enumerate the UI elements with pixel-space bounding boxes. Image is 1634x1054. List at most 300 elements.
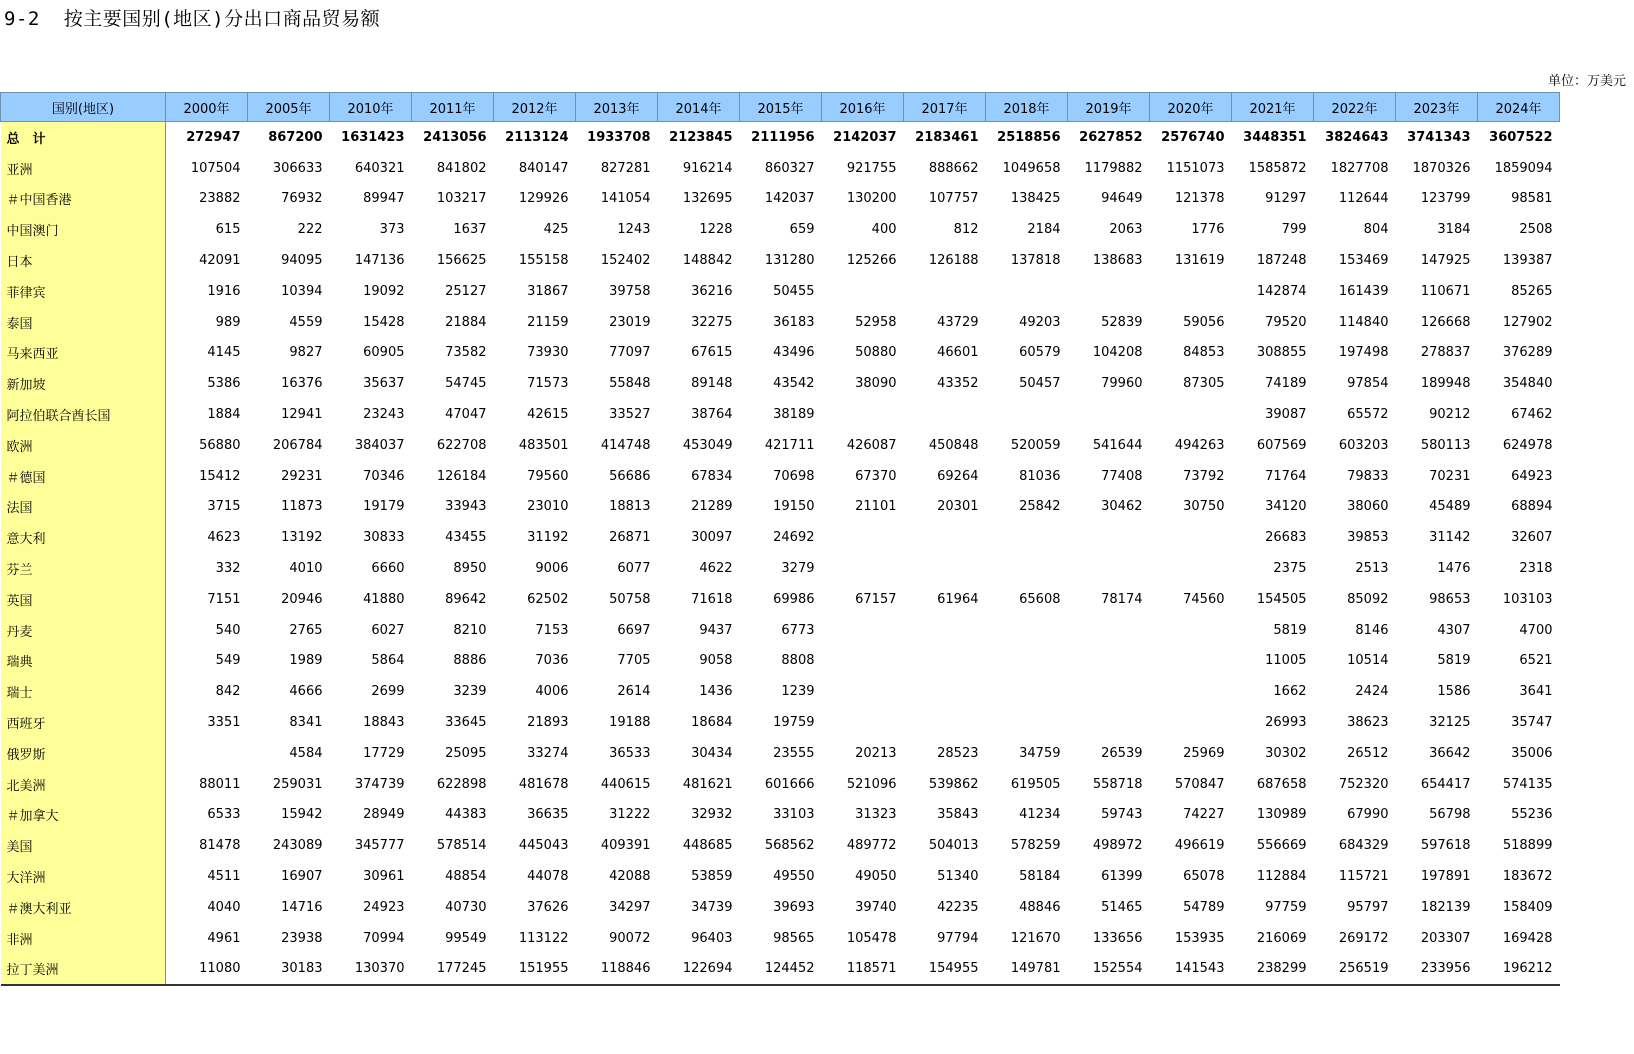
value-cell: 578514: [436, 838, 487, 854]
unit-label: 单位：万美元: [1547, 74, 1626, 89]
value-cell: 169428: [1502, 930, 1553, 946]
value-cell: 26539: [1101, 745, 1143, 761]
value-cell: 141054: [600, 191, 651, 207]
value-cell: [1068, 553, 1150, 584]
value-cell: 38623: [1347, 715, 1389, 731]
value-cell: 684329: [1338, 838, 1389, 854]
value-cell: 2576740: [1161, 129, 1225, 145]
value-cell: 32932: [691, 807, 733, 823]
row-label: 法国: [1, 492, 166, 523]
value-cell: 21893: [527, 715, 569, 731]
value-cell: 90212: [1429, 407, 1471, 423]
value-cell: 73930: [527, 345, 569, 361]
value-cell: 4006: [535, 684, 569, 700]
value-cell: 1827708: [1330, 160, 1389, 176]
value-cell: 48846: [1019, 899, 1061, 915]
value-cell: 31192: [527, 530, 569, 546]
value-cell: 425: [543, 222, 569, 238]
value-cell: 71618: [691, 591, 733, 607]
row-label: 拉丁美洲: [1, 954, 166, 986]
value-cell: 123799: [1420, 191, 1471, 207]
value-cell: 35747: [1511, 715, 1553, 731]
value-cell: 7705: [617, 653, 651, 669]
row-label: 马来西亚: [1, 338, 166, 369]
value-cell: 31222: [609, 807, 651, 823]
value-cell: 827281: [600, 160, 651, 176]
value-cell: [1068, 615, 1150, 646]
value-cell: 62502: [527, 591, 569, 607]
value-cell: 65608: [1019, 591, 1061, 607]
value-cell: 98565: [773, 930, 815, 946]
value-cell: 130370: [330, 954, 412, 986]
value-cell: 2123845: [669, 129, 733, 145]
value-cell: 24923: [363, 899, 405, 915]
value-cell: 32275: [691, 314, 733, 330]
value-cell: 450848: [928, 437, 979, 453]
value-cell: 78174: [1101, 591, 1143, 607]
value-cell: 67462: [1511, 407, 1553, 423]
year-header: 2024年: [1478, 93, 1560, 122]
row-label: 日本: [1, 245, 166, 276]
value-cell: 70698: [773, 468, 815, 484]
value-cell: 28949: [363, 807, 405, 823]
table-row: [1, 153, 1560, 184]
value-cell: 2413056: [423, 129, 487, 145]
value-cell: 26871: [609, 530, 651, 546]
value-cell: [1150, 676, 1232, 707]
value-cell: 1631423: [341, 129, 405, 145]
value-cell: 11005: [1265, 653, 1307, 669]
value-cell: 87305: [1183, 376, 1225, 392]
value-cell: 414748: [600, 437, 651, 453]
value-cell: 453049: [682, 437, 733, 453]
value-cell: 138425: [1010, 191, 1061, 207]
row-label: ＃德国: [1, 461, 166, 492]
value-cell: 1049658: [1002, 160, 1061, 176]
value-cell: 39853: [1347, 530, 1389, 546]
value-cell: 103103: [1502, 591, 1553, 607]
value-cell: 31867: [527, 283, 569, 299]
value-cell: 129926: [518, 191, 569, 207]
value-cell: [822, 276, 904, 307]
value-cell: 24692: [773, 530, 815, 546]
value-cell: [1150, 399, 1232, 430]
year-header: 2016年: [822, 93, 904, 122]
value-cell: 73582: [445, 345, 487, 361]
year-header: 2005年: [248, 93, 330, 122]
value-cell: 3641: [1519, 684, 1553, 700]
value-cell: 384037: [354, 437, 405, 453]
value-cell: 2765: [289, 622, 323, 638]
value-cell: 37626: [527, 899, 569, 915]
table-row: [1, 184, 1560, 215]
table-row: [1, 646, 1560, 677]
value-cell: 28523: [937, 745, 979, 761]
value-cell: 4145: [207, 345, 241, 361]
value-cell: 4307: [1437, 622, 1471, 638]
value-cell: 61399: [1101, 869, 1143, 885]
value-cell: 153935: [1174, 930, 1225, 946]
table-row: [1, 615, 1560, 646]
value-cell: 659: [789, 222, 815, 238]
value-cell: 21884: [445, 314, 487, 330]
value-cell: 55848: [609, 376, 651, 392]
value-cell: 77097: [609, 345, 651, 361]
value-cell: 376289: [1502, 345, 1553, 361]
value-cell: 23019: [609, 314, 651, 330]
value-cell: 1239: [781, 684, 815, 700]
value-cell: 25842: [1019, 499, 1061, 515]
value-cell: 7036: [535, 653, 569, 669]
row-label: 丹麦: [1, 615, 166, 646]
value-cell: 622898: [436, 776, 487, 792]
value-cell: 4559: [289, 314, 323, 330]
value-cell: 33645: [445, 715, 487, 731]
value-cell: 373: [379, 222, 405, 238]
value-cell: 448685: [682, 838, 733, 854]
value-cell: 518899: [1502, 838, 1553, 854]
value-cell: 12941: [281, 407, 323, 423]
value-cell: 84853: [1183, 345, 1225, 361]
year-header: 2011年: [412, 93, 494, 122]
value-cell: 36533: [609, 745, 651, 761]
value-cell: 43729: [937, 314, 979, 330]
value-cell: [822, 615, 904, 646]
year-header: 2017年: [904, 93, 986, 122]
year-header: 2015年: [740, 93, 822, 122]
value-cell: 121378: [1174, 191, 1225, 207]
value-cell: 126184: [436, 468, 487, 484]
value-cell: 1916: [207, 283, 241, 299]
value-cell: 110671: [1420, 283, 1471, 299]
value-cell: 30961: [363, 869, 405, 885]
value-cell: 33943: [445, 499, 487, 515]
value-cell: 812: [953, 222, 979, 238]
value-cell: 90072: [609, 930, 651, 946]
value-cell: 55236: [1511, 807, 1553, 823]
value-cell: 115721: [1338, 869, 1389, 885]
value-cell: 97794: [937, 930, 979, 946]
value-cell: 9827: [289, 345, 323, 361]
value-cell: 989: [215, 314, 241, 330]
value-cell: 6533: [207, 807, 241, 823]
value-cell: 105478: [846, 930, 897, 946]
value-cell: 197498: [1338, 345, 1389, 361]
value-cell: 44383: [445, 807, 487, 823]
value-cell: 26683: [1265, 530, 1307, 546]
value-cell: 9058: [699, 653, 733, 669]
value-cell: 112884: [1256, 869, 1307, 885]
value-cell: 153469: [1338, 253, 1389, 269]
value-cell: 26993: [1265, 715, 1307, 731]
value-cell: 30833: [363, 530, 405, 546]
value-cell: 36635: [527, 807, 569, 823]
value-cell: 19150: [773, 499, 815, 515]
value-cell: 2183461: [915, 129, 979, 145]
value-cell: 152554: [1068, 954, 1150, 986]
value-cell: 76932: [281, 191, 323, 207]
value-cell: 842: [215, 684, 241, 700]
value-cell: 81036: [1019, 468, 1061, 484]
value-cell: 74560: [1183, 591, 1225, 607]
value-cell: [904, 676, 986, 707]
value-cell: 35006: [1511, 745, 1553, 761]
table-row: [1, 954, 1560, 986]
value-cell: 222: [297, 222, 323, 238]
value-cell: [1068, 676, 1150, 707]
value-cell: 520059: [1010, 437, 1061, 453]
year-header: 2018年: [986, 93, 1068, 122]
value-cell: 206784: [272, 437, 323, 453]
value-cell: 94649: [1101, 191, 1143, 207]
year-header: 2012年: [494, 93, 576, 122]
value-cell: 580113: [1420, 437, 1471, 453]
row-label: 瑞士: [1, 676, 166, 707]
value-cell: 259031: [272, 776, 323, 792]
value-cell: 38764: [691, 407, 733, 423]
value-cell: 3239: [453, 684, 487, 700]
value-cell: 156625: [436, 253, 487, 269]
value-cell: 56880: [199, 437, 241, 453]
row-label: 瑞典: [1, 646, 166, 677]
value-cell: 30434: [691, 745, 733, 761]
value-cell: 197891: [1420, 869, 1471, 885]
value-cell: 440615: [600, 776, 651, 792]
value-cell: 70346: [363, 468, 405, 484]
value-cell: 3715: [207, 499, 241, 515]
value-cell: 58184: [1019, 869, 1061, 885]
value-cell: 752320: [1338, 776, 1389, 792]
value-cell: 1243: [617, 222, 651, 238]
value-cell: 615: [215, 222, 241, 238]
value-cell: 107757: [928, 191, 979, 207]
value-cell: [904, 646, 986, 677]
value-cell: 243089: [272, 838, 323, 854]
value-cell: 278837: [1420, 345, 1471, 361]
value-cell: 133656: [1092, 930, 1143, 946]
value-cell: 25969: [1183, 745, 1225, 761]
value-cell: 1870326: [1412, 160, 1471, 176]
value-cell: [986, 707, 1068, 738]
value-cell: 147925: [1420, 253, 1471, 269]
value-cell: 85265: [1511, 283, 1553, 299]
value-cell: 2614: [617, 684, 651, 700]
value-cell: 52839: [1101, 314, 1143, 330]
value-cell: 73792: [1183, 468, 1225, 484]
value-cell: 79960: [1101, 376, 1143, 392]
value-cell: 421711: [764, 437, 815, 453]
value-cell: [822, 646, 904, 677]
value-cell: 445043: [518, 838, 569, 854]
value-cell: 4666: [289, 684, 323, 700]
value-cell: 51340: [937, 869, 979, 885]
value-cell: 127902: [1502, 314, 1553, 330]
value-cell: 10394: [281, 283, 323, 299]
value-cell: 46601: [937, 345, 979, 361]
table-row: [1, 892, 1560, 923]
value-cell: 196212: [1478, 954, 1560, 986]
table-row: [1, 676, 1560, 707]
value-cell: 8210: [453, 622, 487, 638]
header-row: [1, 93, 1560, 122]
value-cell: 597618: [1420, 838, 1471, 854]
value-cell: 481678: [518, 776, 569, 792]
value-cell: 867200: [268, 129, 323, 145]
table-row: [1, 830, 1560, 861]
row-label: 泰国: [1, 307, 166, 338]
value-cell: 494263: [1174, 437, 1225, 453]
value-cell: 640321: [354, 160, 405, 176]
value-cell: 139387: [1502, 253, 1553, 269]
value-cell: 130200: [846, 191, 897, 207]
value-cell: 151955: [494, 954, 576, 986]
value-cell: 43542: [773, 376, 815, 392]
value-cell: 41880: [363, 591, 405, 607]
value-cell: [822, 522, 904, 553]
table-row: [1, 584, 1560, 615]
table-row: [1, 492, 1560, 523]
value-cell: 68894: [1511, 499, 1553, 515]
value-cell: 306633: [272, 160, 323, 176]
row-label: 大洋洲: [1, 861, 166, 892]
value-cell: 42235: [937, 899, 979, 915]
value-cell: 256519: [1314, 954, 1396, 986]
value-cell: 13192: [281, 530, 323, 546]
row-label: ＃加拿大: [1, 800, 166, 831]
year-header: 2010年: [330, 93, 412, 122]
value-cell: 238299: [1232, 954, 1314, 986]
value-cell: 541644: [1092, 437, 1143, 453]
value-cell: 11080: [166, 954, 248, 986]
value-cell: 41234: [1019, 807, 1061, 823]
value-cell: 69986: [773, 591, 815, 607]
value-cell: [822, 399, 904, 430]
table-row: [1, 769, 1560, 800]
value-cell: 31142: [1429, 530, 1471, 546]
value-cell: 38189: [773, 407, 815, 423]
value-cell: 269172: [1338, 930, 1389, 946]
value-cell: 177245: [412, 954, 494, 986]
value-cell: 1933708: [587, 129, 651, 145]
value-cell: 17729: [363, 745, 405, 761]
value-cell: 154505: [1256, 591, 1307, 607]
value-cell: 2111956: [751, 129, 815, 145]
value-cell: 99549: [445, 930, 487, 946]
value-cell: 121670: [1010, 930, 1061, 946]
value-cell: 39087: [1265, 407, 1307, 423]
value-cell: 43496: [773, 345, 815, 361]
value-cell: 50880: [855, 345, 897, 361]
value-cell: 69264: [937, 468, 979, 484]
value-cell: 89642: [445, 591, 487, 607]
value-cell: 2063: [1109, 222, 1143, 238]
value-cell: 122694: [658, 954, 740, 986]
value-cell: 18684: [691, 715, 733, 731]
value-cell: 42615: [527, 407, 569, 423]
value-cell: 112644: [1338, 191, 1389, 207]
value-cell: 2318: [1519, 561, 1553, 577]
value-cell: [986, 522, 1068, 553]
value-cell: 85092: [1347, 591, 1389, 607]
value-cell: 131619: [1174, 253, 1225, 269]
year-header: 2022年: [1314, 93, 1396, 122]
value-cell: [822, 676, 904, 707]
value-cell: 921755: [846, 160, 897, 176]
year-header: 2021年: [1232, 93, 1314, 122]
value-cell: 25095: [445, 745, 487, 761]
value-cell: 130989: [1256, 807, 1307, 823]
table-row: [1, 707, 1560, 738]
value-cell: 39740: [855, 899, 897, 915]
value-cell: 11873: [281, 499, 323, 515]
year-header: 2023年: [1396, 93, 1478, 122]
value-cell: 23555: [773, 745, 815, 761]
value-cell: 400: [871, 222, 897, 238]
value-cell: 916214: [682, 160, 733, 176]
value-cell: 2375: [1273, 561, 1307, 577]
value-cell: 132695: [682, 191, 733, 207]
value-cell: [986, 646, 1068, 677]
value-cell: 49050: [855, 869, 897, 885]
row-label: 北美洲: [1, 769, 166, 800]
value-cell: 50457: [1019, 376, 1061, 392]
value-cell: 38090: [855, 376, 897, 392]
value-cell: 25127: [445, 283, 487, 299]
row-label: 美国: [1, 830, 166, 861]
value-cell: 158409: [1502, 899, 1553, 915]
value-cell: 19188: [609, 715, 651, 731]
value-cell: 15942: [281, 807, 323, 823]
value-cell: 142037: [764, 191, 815, 207]
table-row: [1, 368, 1560, 399]
page-title: 9-2 按主要国别(地区)分出口商品贸易额: [4, 8, 381, 30]
value-cell: 4511: [207, 869, 241, 885]
value-cell: 48854: [445, 869, 487, 885]
value-cell: 65572: [1347, 407, 1389, 423]
value-cell: 147136: [354, 253, 405, 269]
region-header: 国别(地区): [1, 93, 166, 122]
value-cell: 1179882: [1084, 160, 1143, 176]
value-cell: 5819: [1273, 622, 1307, 638]
value-cell: 4584: [289, 745, 323, 761]
value-cell: 15412: [199, 468, 241, 484]
value-cell: 568562: [764, 838, 815, 854]
value-cell: 16376: [281, 376, 323, 392]
value-cell: 8808: [781, 653, 815, 669]
row-label: 新加坡: [1, 368, 166, 399]
value-cell: 19759: [773, 715, 815, 731]
value-cell: 20213: [855, 745, 897, 761]
value-cell: [1068, 522, 1150, 553]
value-cell: 43455: [445, 530, 487, 546]
value-cell: 91297: [1265, 191, 1307, 207]
value-cell: 114840: [1338, 314, 1389, 330]
value-cell: 30750: [1183, 499, 1225, 515]
value-cell: 521096: [846, 776, 897, 792]
value-cell: [1150, 707, 1232, 738]
year-header: 2000年: [166, 93, 248, 122]
value-cell: [822, 553, 904, 584]
table-row: [1, 276, 1560, 307]
value-cell: [986, 676, 1068, 707]
value-cell: 34120: [1265, 499, 1307, 515]
value-cell: 34759: [1019, 745, 1061, 761]
table-row: [1, 861, 1560, 892]
value-cell: 624978: [1502, 437, 1553, 453]
value-cell: 79560: [527, 468, 569, 484]
value-cell: 840147: [518, 160, 569, 176]
value-cell: 21289: [691, 499, 733, 515]
